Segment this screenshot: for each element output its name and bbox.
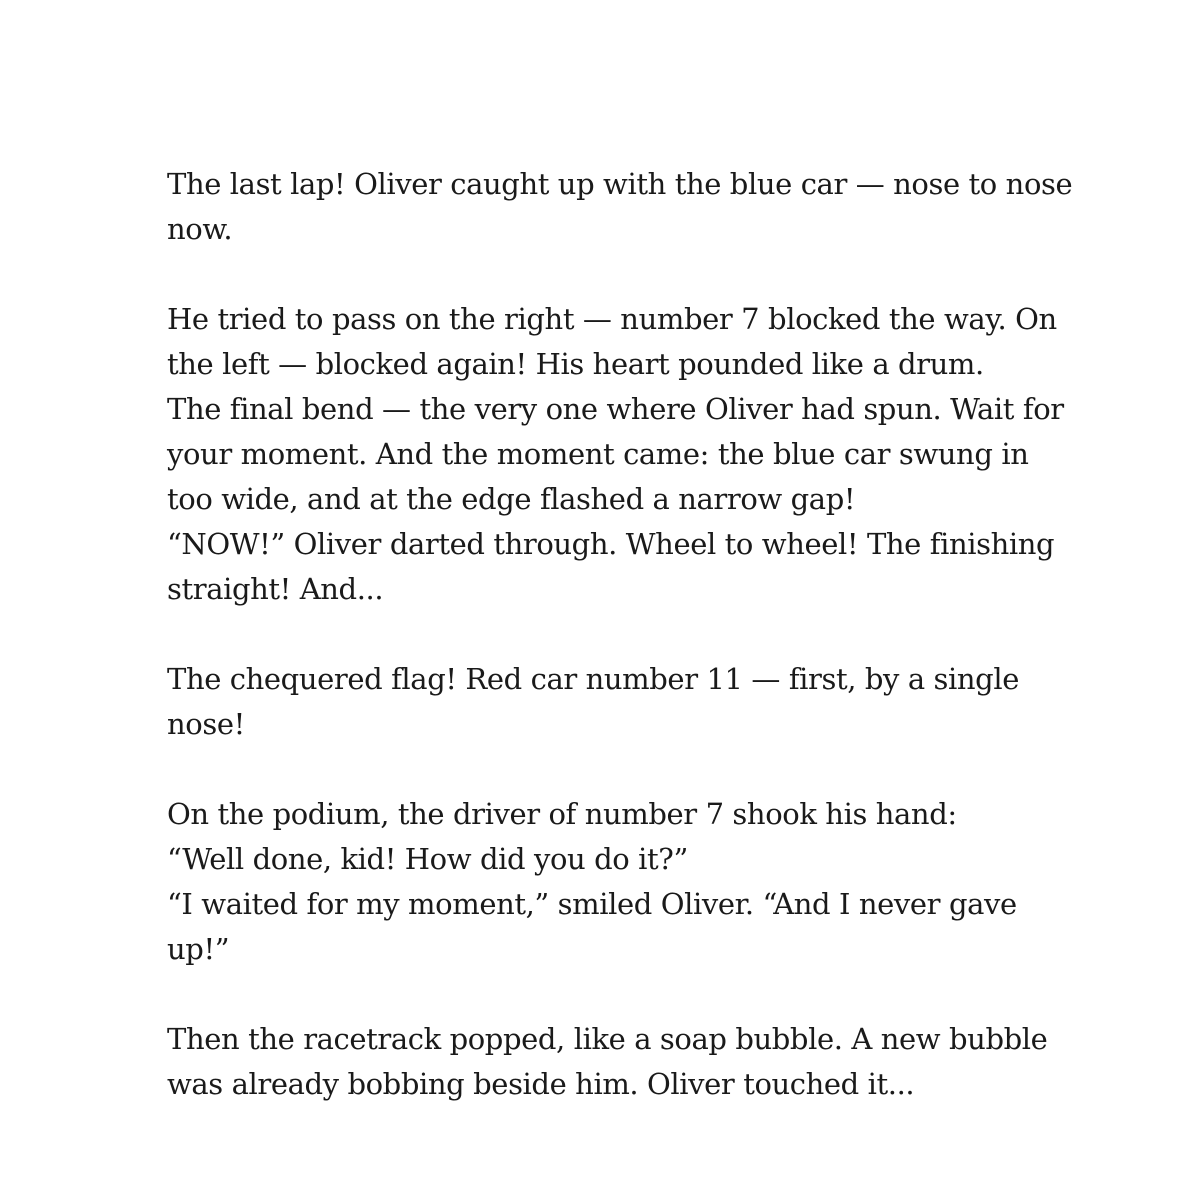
text-line: On the podium, the driver of number 7 shook his hand:: [167, 797, 957, 831]
text-line: your moment. And the moment came: the blue car swung in: [167, 437, 1029, 471]
text-line: He tried to pass on the right — number 7 blocked the way. On: [167, 302, 1057, 336]
text-line: “NOW!” Oliver darted through. Wheel to wheel! The finishing: [167, 527, 1055, 561]
story-text: [167, 162, 1097, 1107]
text-line: nose!: [167, 707, 245, 741]
paragraph-bubble: [167, 1017, 1097, 1107]
text-line: The final bend — the very one where Oliver had spun. Wait for: [167, 392, 1064, 426]
text-line: too wide, and at the edge flashed a narrow gap!: [167, 482, 856, 516]
text-line: the left — blocked again! His heart pounded like a drum.: [167, 347, 984, 381]
paragraph-chequered-flag: [167, 657, 1097, 747]
text-line: Then the racetrack popped, like a soap bubble. A new bubble: [167, 1022, 1048, 1056]
text-line: up!”: [167, 932, 230, 966]
text-line: The last lap! Oliver caught up with the blue car — nose to nose: [167, 167, 1073, 201]
text-line: “I waited for my moment,” smiled Oliver. “And I never gave: [167, 887, 1017, 921]
text-line: now.: [167, 212, 233, 246]
paragraph-podium: [167, 792, 1097, 972]
text-line: “Well done, kid! How did you do it?”: [167, 842, 688, 876]
text-line: The chequered flag! Red car number 11 — first, by a single: [167, 662, 1019, 696]
text-line: straight! And...: [167, 572, 384, 606]
text-line: was already bobbing beside him. Oliver touched it...: [167, 1067, 915, 1101]
paragraph-overtake: [167, 297, 1097, 612]
paragraph-last-lap: [167, 162, 1097, 252]
